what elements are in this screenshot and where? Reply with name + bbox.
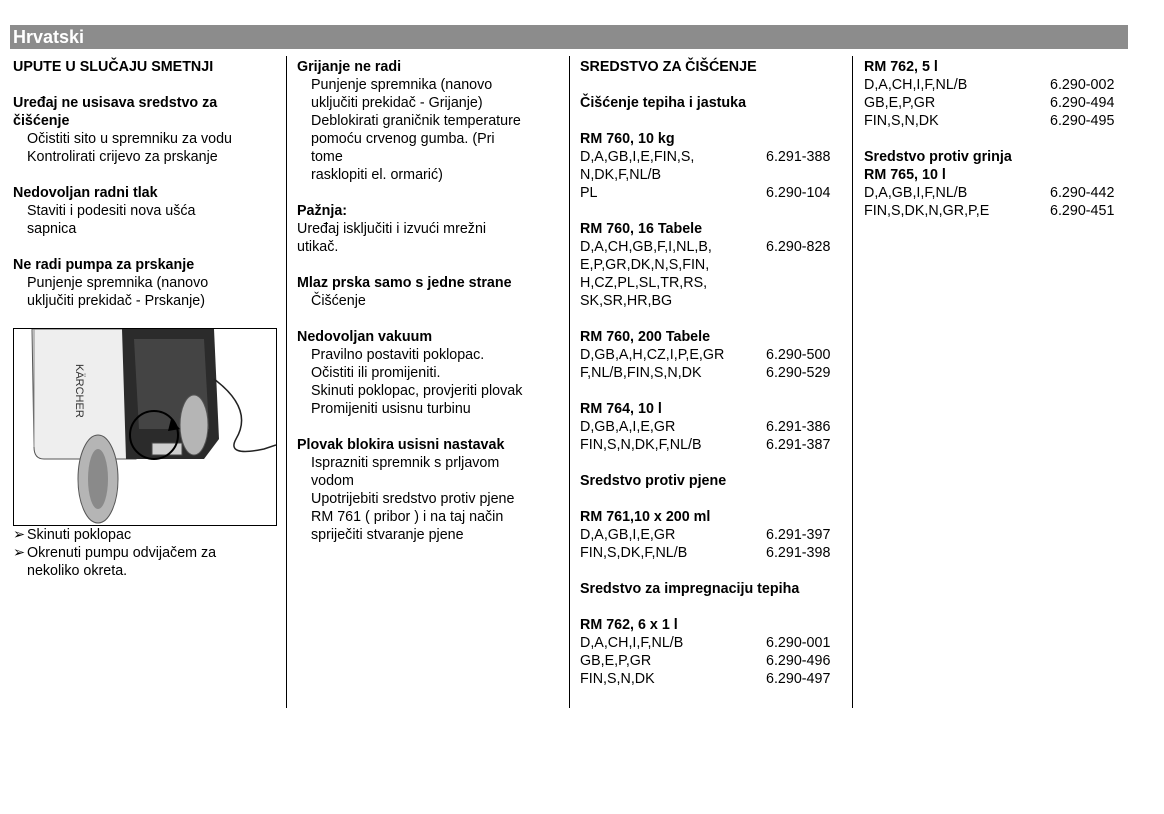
product-row — [864, 112, 1126, 130]
remedy-line: pomoću crvenog gumba. (Pri — [311, 131, 495, 147]
part-number: 6.291-388 — [766, 149, 831, 165]
category-heading: Sredstvo za impregnaciju tepiha — [580, 581, 800, 597]
warning-line: Uređaj isključiti i izvući mrežni — [297, 221, 487, 237]
fault-heading: Ne radi pumpa za prskanje — [13, 257, 195, 273]
product-row — [580, 148, 842, 166]
fault-heading-cont: čišćenje — [13, 113, 70, 129]
product-row — [580, 166, 842, 184]
category-heading: Čišćenje tepiha i jastuka — [580, 95, 747, 111]
part-number: 6.291-386 — [766, 419, 831, 435]
country-codes: H,CZ,PL,SL,TR,RS, — [580, 275, 708, 291]
part-number: 6.290-104 — [766, 185, 831, 201]
pump-illustration — [13, 328, 277, 526]
product-row — [580, 346, 842, 364]
part-number: 6.290-828 — [766, 239, 831, 255]
detergents-column — [580, 58, 842, 688]
pump-illustration-graphic — [14, 329, 276, 525]
remedy-line: tome — [311, 149, 343, 165]
part-number: 6.291-398 — [766, 545, 831, 561]
section-title: SREDSTVO ZA ČIŠĆENJE — [580, 59, 757, 75]
language-title: Hrvatski — [13, 27, 85, 47]
part-number: 6.290-494 — [1050, 95, 1115, 111]
product-row — [864, 94, 1126, 112]
country-codes: GB,E,P,GR — [580, 653, 652, 669]
country-codes: D,A,GB,I,E,GR — [580, 527, 676, 543]
product-row — [580, 418, 842, 436]
product-name: RM 762, 5 l — [864, 59, 938, 75]
part-number: 6.290-002 — [1050, 77, 1115, 93]
product-row — [580, 364, 842, 382]
arrow-bullet-icon: ➢ — [13, 527, 25, 543]
instruction-bullet — [13, 526, 281, 544]
country-codes: D,GB,A,H,CZ,I,P,E,GR — [580, 347, 725, 363]
remedy-line: RM 761 ( pribor ) i na taj način — [311, 509, 504, 525]
detergents-column-2 — [864, 58, 1126, 220]
product-name: RM 764, 10 l — [580, 401, 662, 417]
remedy-line: Upotrijebiti sredstvo protiv pjene — [311, 491, 515, 507]
fault-heading: Nedovoljan vakuum — [297, 329, 433, 345]
product-row — [580, 292, 842, 310]
remedy-line: vodom — [311, 473, 354, 489]
product-name: RM 765, 10 l — [864, 167, 946, 183]
remedy-line: spriječiti stvaranje pjene — [311, 527, 464, 543]
product-row — [580, 544, 842, 562]
category-heading: Sredstvo protiv pjene — [580, 473, 727, 489]
country-codes: D,A,CH,I,F,NL/B — [864, 77, 968, 93]
part-number: 6.290-001 — [766, 635, 831, 651]
product-row — [864, 76, 1126, 94]
column-divider — [569, 56, 570, 708]
column-divider — [286, 56, 287, 708]
country-codes: FIN,S,N,DK — [580, 671, 655, 687]
product-row — [580, 670, 842, 688]
part-number: 6.290-529 — [766, 365, 831, 381]
part-number: 6.290-495 — [1050, 113, 1115, 129]
remedy-line: Očistiti ili promijeniti. — [311, 365, 441, 381]
country-codes: FIN,S,DK,N,GR,P,E — [864, 203, 990, 219]
fault-heading: Grijanje ne radi — [297, 59, 402, 75]
language-header-bar — [10, 25, 1128, 49]
country-codes: D,A,CH,I,F,NL/B — [580, 635, 684, 651]
part-number — [766, 256, 842, 274]
section-title: UPUTE U SLUČAJU SMETNJI — [13, 59, 214, 75]
remedy-line: uključiti prekidač - Prskanje) — [27, 293, 205, 309]
fault-heading: Nedovoljan radni tlak — [13, 185, 158, 201]
product-row — [864, 202, 1126, 220]
country-codes: PL — [580, 185, 598, 201]
remedy-line: Čišćenje — [311, 293, 366, 309]
remedy-line: uključiti prekidač - Grijanje) — [311, 95, 483, 111]
warning-line: utikač. — [297, 239, 339, 255]
remedy-line: Punjenje spremnika (nanovo — [311, 77, 493, 93]
part-number: 6.290-497 — [766, 671, 831, 687]
warning-heading: Pažnja: — [297, 203, 348, 219]
remedy-line: Očistiti sito u spremniku za vodu — [27, 131, 233, 147]
instruction-text-cont: nekoliko okreta. — [27, 563, 128, 579]
instruction-text: Skinuti poklopac — [27, 527, 132, 543]
part-number: 6.290-500 — [766, 347, 831, 363]
instruction-text: Okrenuti pumpu odvijačem za — [27, 545, 217, 561]
product-name: RM 760, 16 Tabele — [580, 221, 703, 237]
arrow-bullet-icon: ➢ — [13, 545, 25, 561]
remedy-line: Isprazniti spremnik s prljavom — [311, 455, 500, 471]
part-number: 6.290-451 — [1050, 203, 1115, 219]
country-codes: N,DK,F,NL/B — [580, 167, 662, 183]
country-codes: D,GB,A,I,E,GR — [580, 419, 676, 435]
part-number: 6.291-387 — [766, 437, 831, 453]
remedy-line: rasklopiti el. ormarić) — [311, 167, 443, 183]
remedy-line: Kontrolirati crijevo za prskanje — [27, 149, 218, 165]
country-codes: E,P,GR,DK,N,S,FIN, — [580, 257, 710, 273]
country-codes: F,NL/B,FIN,S,N,DK — [580, 365, 702, 381]
column-divider — [852, 56, 853, 708]
part-number: 6.291-397 — [766, 527, 831, 543]
product-row — [580, 238, 842, 256]
country-codes: FIN,S,DK,F,NL/B — [580, 545, 688, 561]
product-row — [580, 652, 842, 670]
product-name: RM 761,10 x 200 ml — [580, 509, 711, 525]
category-heading: Sredstvo protiv grinja — [864, 149, 1012, 165]
country-codes: D,A,GB,I,F,NL/B — [864, 185, 968, 201]
remedy-line: Promijeniti usisnu turbinu — [311, 401, 471, 417]
fault-heading: Plovak blokira usisni nastavak — [297, 437, 505, 453]
part-number — [766, 166, 842, 184]
product-row — [864, 184, 1126, 202]
product-row — [580, 634, 842, 652]
remedy-line: Skinuti poklopac, provjeriti plovak — [311, 383, 523, 399]
country-codes: FIN,S,N,DK — [864, 113, 939, 129]
brand-logo: KÄRCHER — [73, 364, 85, 418]
product-row — [580, 526, 842, 544]
remedy-line: sapnica — [27, 221, 77, 237]
product-name: RM 760, 200 Tabele — [580, 329, 711, 345]
product-row — [580, 256, 842, 274]
product-name: RM 760, 10 kg — [580, 131, 675, 147]
remedy-line: Punjenje spremnika (nanovo — [27, 275, 209, 291]
product-name: RM 762, 6 x 1 l — [580, 617, 678, 633]
country-codes: GB,E,P,GR — [864, 95, 936, 111]
troubleshooting-column — [13, 58, 281, 580]
remedy-line: Pravilno postaviti poklopac. — [311, 347, 485, 363]
part-number — [766, 292, 842, 310]
instruction-bullet — [13, 544, 281, 562]
part-number — [766, 274, 842, 292]
remedy-line: Staviti i podesiti nova ušća — [27, 203, 196, 219]
country-codes: D,A,CH,GB,F,I,NL,B, — [580, 239, 712, 255]
country-codes: FIN,S,N,DK,F,NL/B — [580, 437, 702, 453]
product-row — [580, 274, 842, 292]
fault-heading: Uređaj ne usisava sredstvo za — [13, 95, 218, 111]
part-number: 6.290-496 — [766, 653, 831, 669]
product-row — [580, 436, 842, 454]
part-number: 6.290-442 — [1050, 185, 1115, 201]
product-row — [580, 184, 842, 202]
country-codes: SK,SR,HR,BG — [580, 293, 673, 309]
remedy-line: Deblokirati graničnik temperature — [311, 113, 521, 129]
fault-heading: Mlaz prska samo s jedne strane — [297, 275, 512, 291]
troubleshooting-column-2 — [297, 58, 557, 544]
country-codes: D,A,GB,I,E,FIN,S, — [580, 149, 695, 165]
